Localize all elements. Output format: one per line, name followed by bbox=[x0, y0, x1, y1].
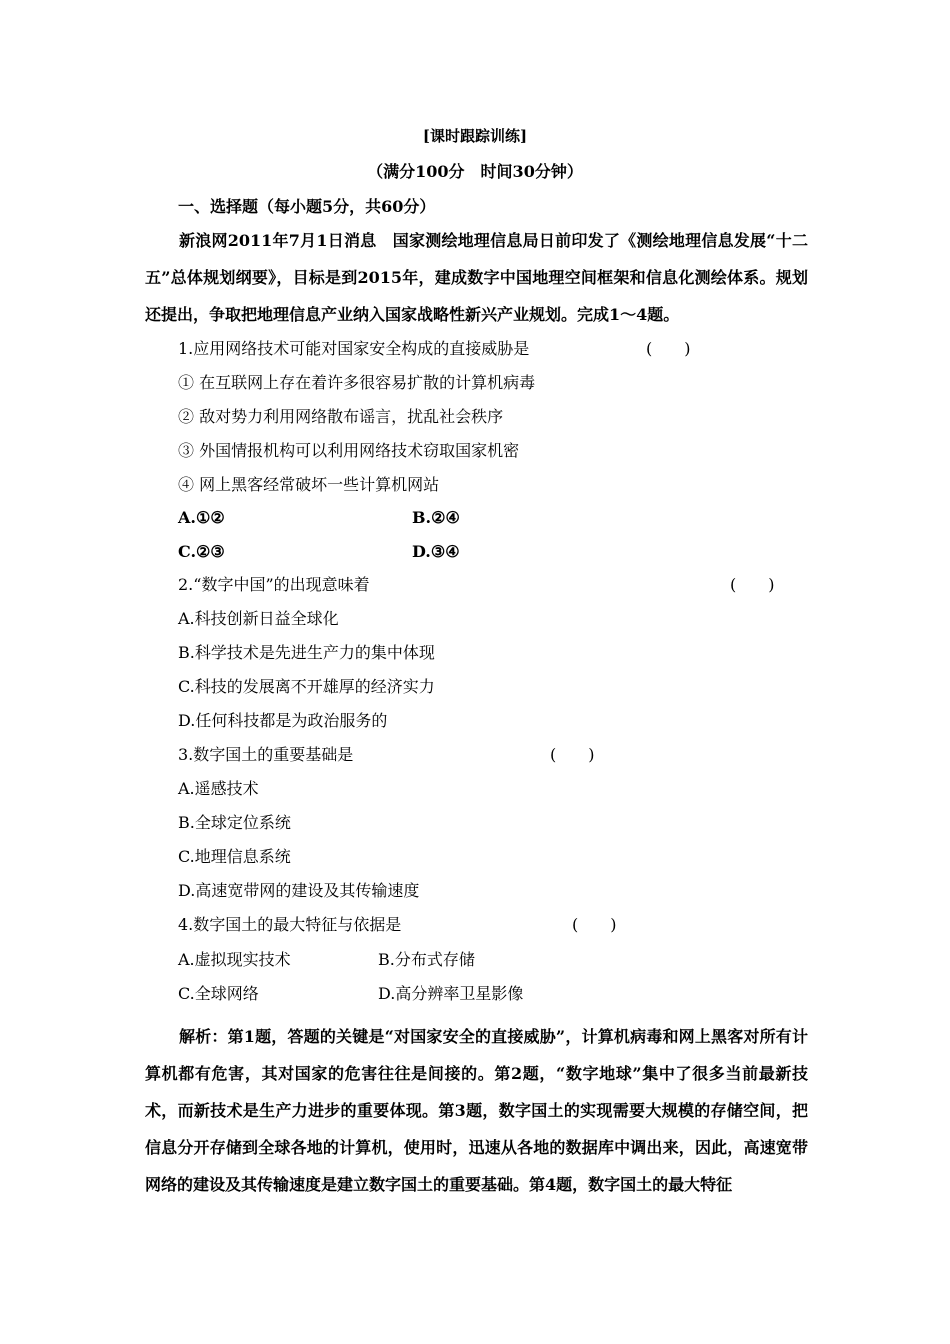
q4-stem: 4.数字国土的最大特征与依据是 bbox=[178, 915, 402, 934]
q2-option-d: D.任何科技都是为政治服务的 bbox=[178, 711, 388, 730]
analysis-text: 第1题，答题的关键是“对国家安全的直接威胁”，计算机病毒和网上黑客对所有计算机都有危害，其对国家的危害往往是间接的。第2题，“数字地球”集中了很多当前最新技术，而新技术是生产力进步的重要体现。第3题，数字国土的实现需要大规模的存储空间，把信息分开存储到全球各地的计算机，使用时，迅速从各地的数据库中调出来，因此，高速宽带网络的建设及其传输速度是建立数字国土的重要基础。第4题，数字国土的最大特征 bbox=[145, 1027, 808, 1194]
q3-stem: 3.数字国土的重要基础是 bbox=[178, 745, 354, 764]
q2-option-c: C.科技的发展离不开雄厚的经济实力 bbox=[178, 677, 435, 696]
page-title: [课时跟踪训练] bbox=[422, 127, 528, 145]
q3-option-a: A.遥感技术 bbox=[178, 779, 259, 798]
q2-stem: 2.“数字中国”的出现意味着 bbox=[178, 575, 370, 594]
q1-item: ② 敌对势力利用网络散布谣言，扰乱社会秩序 bbox=[178, 407, 504, 426]
q3-option-b: B.全球定位系统 bbox=[178, 813, 291, 832]
analysis-paragraph bbox=[145, 1018, 808, 1203]
section-heading: 一、选择题（每小题5分，共60分） bbox=[178, 197, 436, 216]
q2-option-b: B.科学技术是先进生产力的集中体现 bbox=[178, 643, 435, 662]
intro-paragraph: 新浪网2011年7月1日消息 国家测绘地理信息局日前印发了《测绘地理信息发展“十二五”总体规划纲要》，目标是到2015年，建成数字中国地理空间框架和信息化测绘体系。规划还提出，争取把地理信息产业纳入国家战略性新兴产业规划。完成1～4题。 bbox=[145, 231, 808, 324]
q1-stem: 1.应用网络技术可能对国家安全构成的直接威胁是 bbox=[178, 339, 530, 358]
q1-item: ③ 外国情报机构可以利用网络技术窃取国家机密 bbox=[178, 441, 520, 460]
q3-answer-paren: ( ) bbox=[550, 745, 595, 764]
q2-option-a: A.科技创新日益全球化 bbox=[178, 609, 339, 628]
page-subtitle: （满分100分 时间30分钟） bbox=[367, 162, 583, 181]
q1-option-d: D.③④ bbox=[412, 542, 460, 561]
q1-option-a: A.①② bbox=[178, 508, 225, 527]
q3-option-d: D.高速宽带网的建设及其传输速度 bbox=[178, 881, 420, 900]
q1-answer-paren: ( ) bbox=[646, 339, 691, 358]
q4-answer-paren: ( ) bbox=[572, 915, 617, 934]
q1-item: ① 在互联网上存在着许多很容易扩散的计算机病毒 bbox=[178, 373, 536, 392]
q1-option-b: B.②④ bbox=[412, 508, 460, 527]
q4-option-b: B.分布式存储 bbox=[378, 950, 475, 969]
analysis-label: 解析： bbox=[179, 1027, 228, 1046]
q1-item: ④ 网上黑客经常破坏一些计算机网站 bbox=[178, 475, 440, 494]
q3-option-c: C.地理信息系统 bbox=[178, 847, 291, 866]
q4-option-a: A.虚拟现实技术 bbox=[178, 950, 291, 969]
q2-answer-paren: ( ) bbox=[730, 575, 775, 594]
q4-option-c: C.全球网络 bbox=[178, 984, 259, 1003]
q1-option-c: C.②③ bbox=[178, 542, 225, 561]
q4-option-d: D.高分辨率卫星影像 bbox=[378, 984, 524, 1003]
